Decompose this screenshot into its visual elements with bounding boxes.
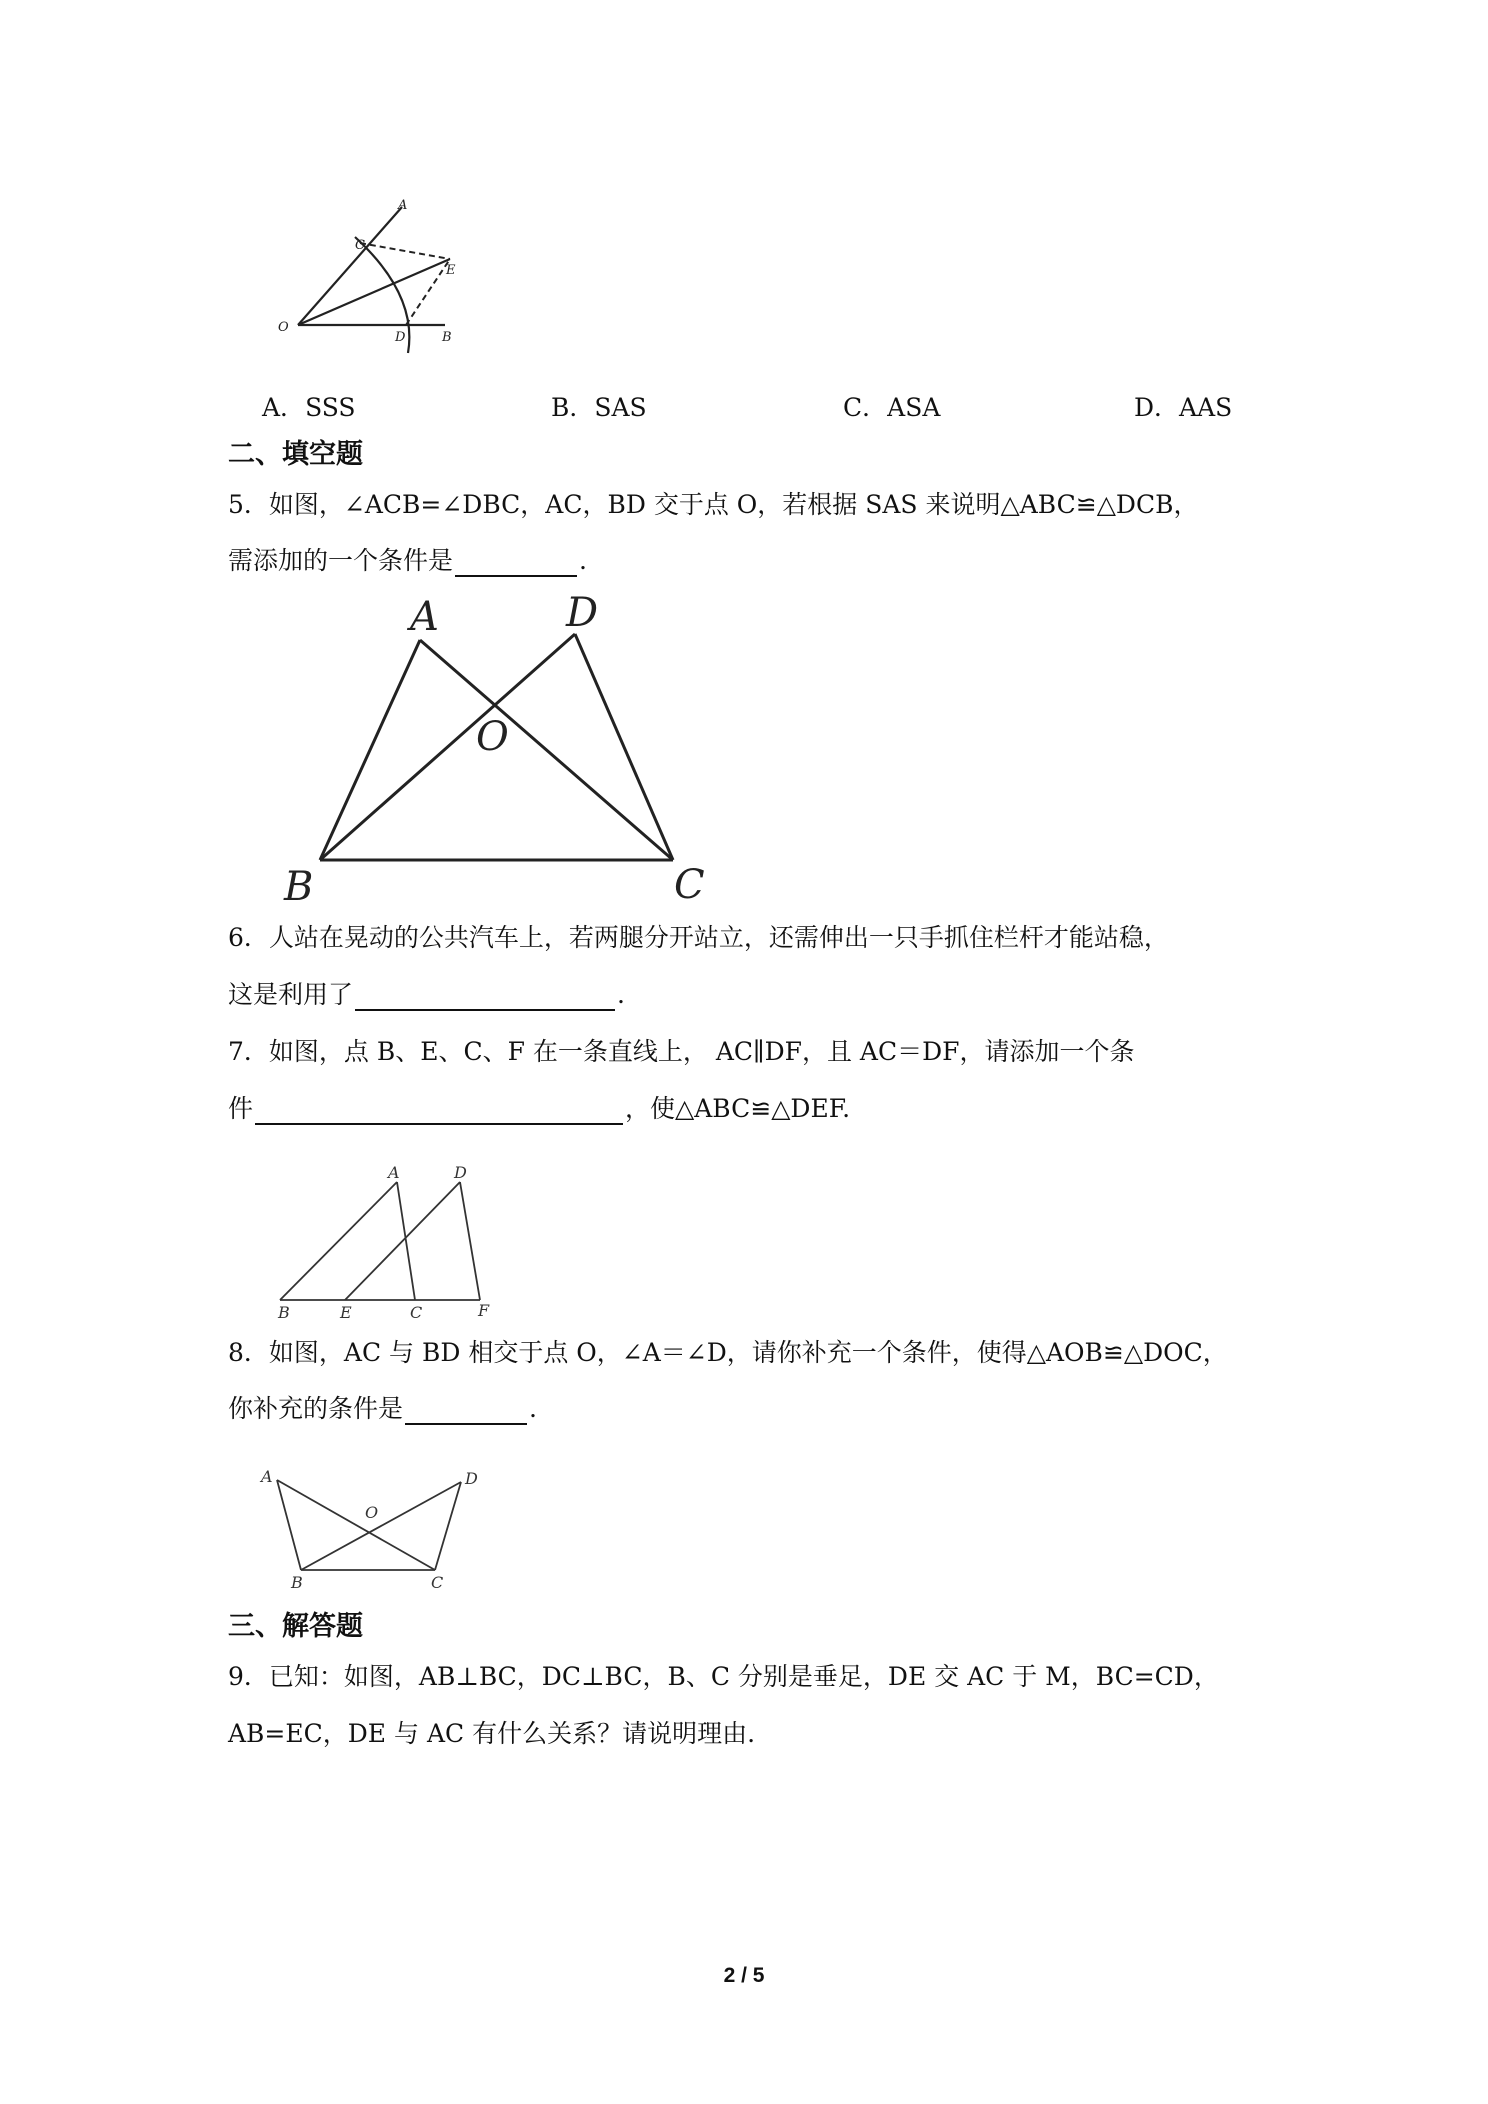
label-o: O (365, 1503, 379, 1522)
q8-line1: 8．如图，AC 与 BD 相交于点 O，∠A＝∠D，请你补充一个条件，使得△AOB≌△DOC， (228, 1338, 1228, 1367)
segment-oe (298, 259, 450, 325)
option-d (1134, 392, 1232, 424)
q9-line1: 9．已知：如图，AB⊥BC，DC⊥BC，B、C 分别是垂足，DE 交 AC 于 M，BC=CD， (228, 1662, 1219, 1691)
option-letter: B． (551, 393, 595, 422)
segment-ac (420, 640, 673, 860)
option-a (262, 392, 356, 424)
option-text: SSS (305, 393, 356, 422)
segment-bd (320, 634, 575, 860)
q8-prompt: 你补充的条件是 (228, 1394, 404, 1423)
q9-line2: AB=EC，DE 与 AC 有什么关系？请说明理由. (228, 1719, 756, 1748)
label-c: C (431, 1573, 444, 1592)
segment-de (345, 1182, 460, 1300)
q5-period: . (579, 546, 587, 575)
segment-ab (277, 1480, 301, 1570)
q7-answer-blank[interactable] (255, 1097, 623, 1125)
segment-ac (397, 1182, 415, 1300)
option-b (551, 392, 647, 424)
label-b: B (284, 864, 314, 910)
triangles-abc-dcb-figure (280, 592, 720, 912)
page-number: 2 / 5 (723, 1964, 765, 1987)
q6-line2 (228, 979, 625, 1011)
label-b: B (442, 330, 452, 345)
label-b: B (291, 1573, 303, 1592)
angle-construction-figure (270, 195, 470, 365)
option-text: AAS (1179, 393, 1233, 422)
label-d: D (465, 1469, 478, 1488)
label-c: C (355, 238, 365, 253)
label-a: A (261, 1467, 273, 1486)
collinear-triangles-figure (270, 1160, 510, 1320)
segment-dc (435, 1482, 461, 1570)
ray-oa (298, 207, 402, 325)
label-o: O (476, 714, 509, 760)
section-heading-fill-in: 二、填空题 (228, 439, 363, 470)
label-c: C (674, 862, 705, 908)
label-e: E (446, 263, 456, 278)
segment-ab (320, 640, 420, 860)
label-a: A (410, 594, 439, 640)
q6-period: . (617, 980, 625, 1009)
q8-period: . (529, 1394, 537, 1423)
label-d: D (454, 1163, 467, 1182)
q7-line1: 7．如图，点 B、E、C、F 在一条直线上， AC∥DF，且 AC＝DF，请添加一个条 (228, 1037, 1135, 1066)
label-d: D (395, 330, 406, 345)
segment-ab (280, 1182, 397, 1300)
segment-dc (575, 634, 673, 860)
q6-answer-blank[interactable] (355, 983, 615, 1011)
q5-line2 (228, 545, 587, 577)
label-f: F (478, 1301, 490, 1320)
label-c: C (410, 1303, 423, 1320)
label-e: E (340, 1303, 352, 1320)
q6-line1: 6．人站在晃动的公共汽车上，若两腿分开站立，还需伸出一只手抓住栏杆才能站稳， (228, 923, 1169, 952)
q6-prompt: 这是利用了 (228, 980, 354, 1009)
section-heading-solutions: 三、解答题 (228, 1611, 363, 1642)
q7-line2 (228, 1093, 850, 1125)
label-d: D (566, 592, 599, 636)
option-text: SAS (594, 393, 647, 422)
q8-answer-blank[interactable] (405, 1397, 527, 1425)
label-a: A (388, 1163, 400, 1182)
q7-suffix: ，使△ABC≌△DEF. (625, 1094, 851, 1123)
segment-bd (301, 1482, 461, 1570)
option-letter: A． (262, 393, 306, 422)
label-b: B (278, 1303, 290, 1320)
option-letter: D． (1134, 393, 1180, 422)
q5-answer-blank[interactable] (455, 549, 577, 577)
q7-prompt: 件 (228, 1094, 254, 1123)
segment-ac (277, 1480, 435, 1570)
q5-prompt: 需添加的一个条件是 (228, 546, 454, 575)
option-letter: C． (843, 393, 888, 422)
label-o: O (278, 320, 289, 335)
segment-df (460, 1182, 480, 1300)
option-text: ASA (887, 393, 941, 422)
q8-line2 (228, 1393, 537, 1425)
crossing-triangles-figure (255, 1462, 500, 1592)
label-a: A (398, 198, 408, 213)
option-c (843, 392, 940, 424)
q5-line1: 5．如图，∠ACB=∠DBC，AC，BD 交于点 O，若根据 SAS 来说明△ABC≌△DCB， (228, 490, 1199, 519)
